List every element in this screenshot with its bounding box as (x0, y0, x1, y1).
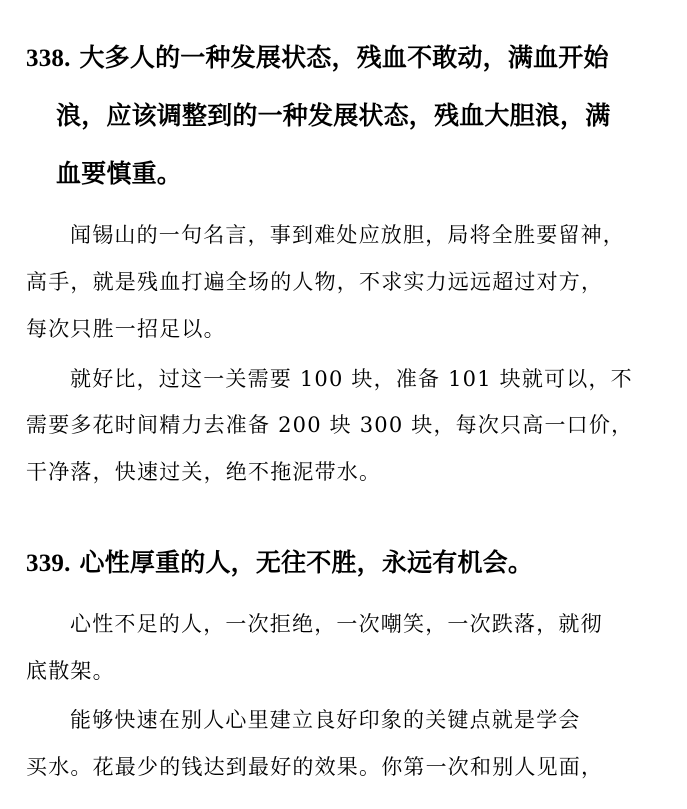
section-338-heading-line-2: 浪，应该调整到的一种发展状态，残血大胆浪，满 (56, 101, 611, 130)
section-338-heading-line-3: 血要慎重。 (56, 159, 183, 188)
section-338-p2-line-2: 需要多花时间精力去准备 200 块 300 块，每次只高一口价， (26, 413, 634, 437)
section-338-p2-line-1: 就好比，过这一关需要 100 块，准备 101 块就可以，不 (70, 367, 633, 391)
section-339-p1-line-1: 心性不足的人，一次拒绝，一次嘲笑，一次跌落，就彻 (70, 612, 603, 636)
section-339-p2-line-2: 买水。花最少的钱达到最好的效果。你第一次和别人见面， (26, 755, 604, 779)
section-339-heading-line-1: 心性厚重的人，无往不胜，永远有机会。 (79, 548, 534, 577)
section-338-p1-line-1: 闻锡山的一句名言，事到难处应放胆，局将全胜要留神， (70, 223, 625, 247)
section-339-p1-line-2: 底散架。 (26, 659, 115, 683)
section-338-p1-line-2: 高手，就是残血打遍全场的人物，不求实力远远超过对方， (26, 270, 604, 294)
section-338-p2-line-3: 干净落，快速过关，绝不拖泥带水。 (26, 460, 382, 484)
section-338-p1-line-3: 每次只胜一招足以。 (26, 317, 226, 341)
section-338-heading-line-1: 大多人的一种发展状态，残血不敢动，满血开始 (79, 43, 609, 72)
section-339-p2-line-1: 能够快速在别人心里建立良好印象的关键点就是学会 (70, 708, 581, 732)
section-339-number: 339. (26, 550, 71, 577)
section-338-number: 338. (26, 45, 71, 72)
